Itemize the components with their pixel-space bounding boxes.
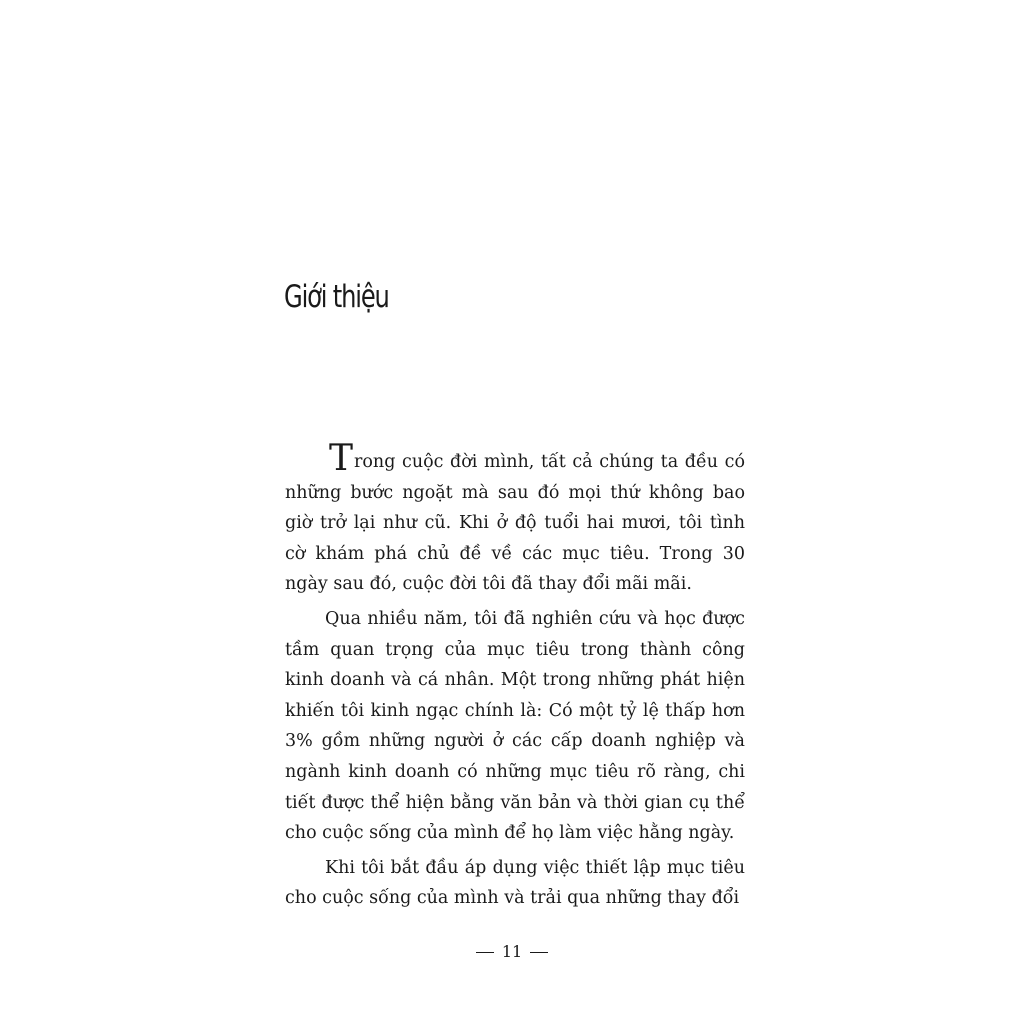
body-text xyxy=(285,438,745,918)
paragraph-3: Khi tôi bắt đầu áp dụng việc thiết lập mục tiêu cho cuộc sống của mình và trải qua những thay đổi xyxy=(285,857,745,909)
chapter-title: Giới thiệu xyxy=(284,279,389,315)
right-dash xyxy=(530,952,548,954)
paragraph-1-text: rong cuộc đời mình, tất cả chúng ta đều có những bước ngoặt mà sau đó mọi thứ không bao giờ trở lại như cũ. Khi ở độ tuổi hai mươi, tôi tình cờ khám phá chủ đề về các mục tiêu. Trong 30 ngày sau đó, cuộc đời tôi đã thay đổi mãi mãi. xyxy=(285,452,745,595)
drop-cap: T xyxy=(329,438,354,479)
page-number xyxy=(0,942,1024,961)
paragraph-2: Qua nhiều năm, tôi đã nghiên cứu và học được tầm quan trọng của mục tiêu trong thành công kinh doanh và cá nhân. Một trong những phát hiện khiến tôi kinh ngạc chính là: Có một tỷ lệ thấp hơn 3% gồm những người ở các cấp doanh nghiệp và ngành kinh doanh có những mục tiêu rõ ràng, chi tiết được thể hiện bằng văn bản và thời gian cụ thể cho cuộc sống của mình để họ làm việc hằng ngày. xyxy=(285,608,745,844)
left-dash xyxy=(476,952,494,954)
page-number-value: 11 xyxy=(501,942,523,961)
paragraph-1 xyxy=(285,438,745,600)
